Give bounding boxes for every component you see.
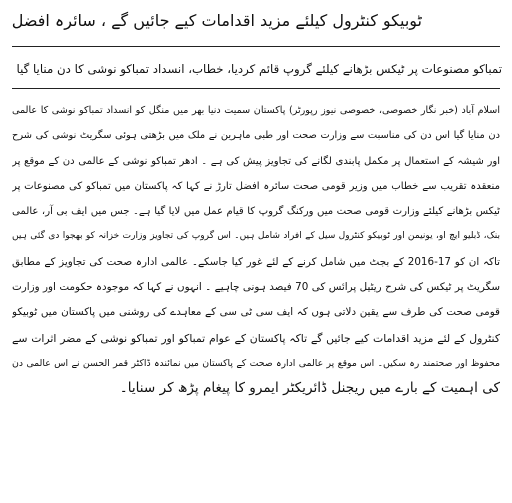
article-line: قومی صحت کی طرف سے یقین دلاتی ہوں کہ ایف سی ٹی سی کے معاہدے کی روشنی میں پاکستان میں ٹوبیکو [12,306,500,319]
article-line: بنک، ڈبلیو ایچ او، یونیمن اور ٹوبیکو کنٹرول سیل کے افراد شامل ہیں۔ اس گروپ کی تجاویز وزارت خزانہ کو بھجوا دی گئی ہیں [12,231,500,242]
headline-primary: ٹوبیکو کنٹرول کیلئے مزید اقدامات کیے جائیں گے ، سائرہ افضل [11,11,422,30]
article-line: سگریٹ پر ٹیکس کی شرح ریٹیل پرائس کی 70 فیصد ہونی چاہیے ۔ انہوں نے کہا کہ موجودہ حکومت اور وزارت [12,281,500,294]
article-line: اسلام آباد (خبر نگار خصوصی، خصوصی نیوز رپورٹر) پاکستان سمیت دنیا بھر میں منگل کو انسداد تمباکو نوشی کا عالمی [12,105,500,116]
article-line: منعقدہ تقریب سے خطاب میں وزیر قومی صحت سائرہ افضل تارڑ نے کہا کہ پاکستان میں تمباکو کی مصنوعات پر [12,180,500,192]
headline-divider-bottom [12,88,500,89]
article-line: ٹیکس بڑھانے کیلئے وزارت قومی صحت میں ورکنگ گروپ کا قیام عمل میں لایا گیا ہے۔ جس میں ایف بی آر، عالمی [12,206,500,218]
article-line: کنٹرول کے لئے مزید اقدامات کیے جائیں گے تاکہ پاکستان کے عوام تمباکو اور تمباکو نوشی کے مضر اثرات سے [12,331,500,345]
article-body [12,98,500,495]
article-line: اور شیشہ کے استعمال پر مکمل پابندی لگانے کی تجاویز پیش کی ہے ۔ ادھر تمباکو نوشی کے عالمی دن کے موقع پر [12,155,500,167]
article-line: دن منایا گیا اس دن کی مناسبت سے وزارت صحت اور طبی ماہرین نے ملک میں بڑھتی ہوئی سگریٹ نوشی کی شرح [12,130,500,142]
headline-divider-top [12,46,500,47]
article-line: محفوظ اور صحتمند رہ سکیں۔ اس موقع پر عالمی ادارہ صحت کے پاکستان میں نمائندہ ڈاکٹر قمر الحسن نے اس عالمی دن [12,357,500,369]
article-line: کی اہمیت کے بارے میں ریجنل ڈائریکٹر ایمرو کا پیغام پڑھ کر سنایا۔ [119,380,500,397]
headline-secondary: تمباکو مصنوعات پر ٹیکس بڑھانے کیلئے گروپ قائم کردیا، خطاب، انسداد تمباکو نوشی کا دن منایا گیا [16,62,502,76]
article-line: تاکہ ان کو 17-2016 کے بجٹ میں شامل کرنے کے لئے غور کیا جاسکے۔ عالمی ادارہ صحت کی تجاویز کے مطابق [12,255,500,268]
